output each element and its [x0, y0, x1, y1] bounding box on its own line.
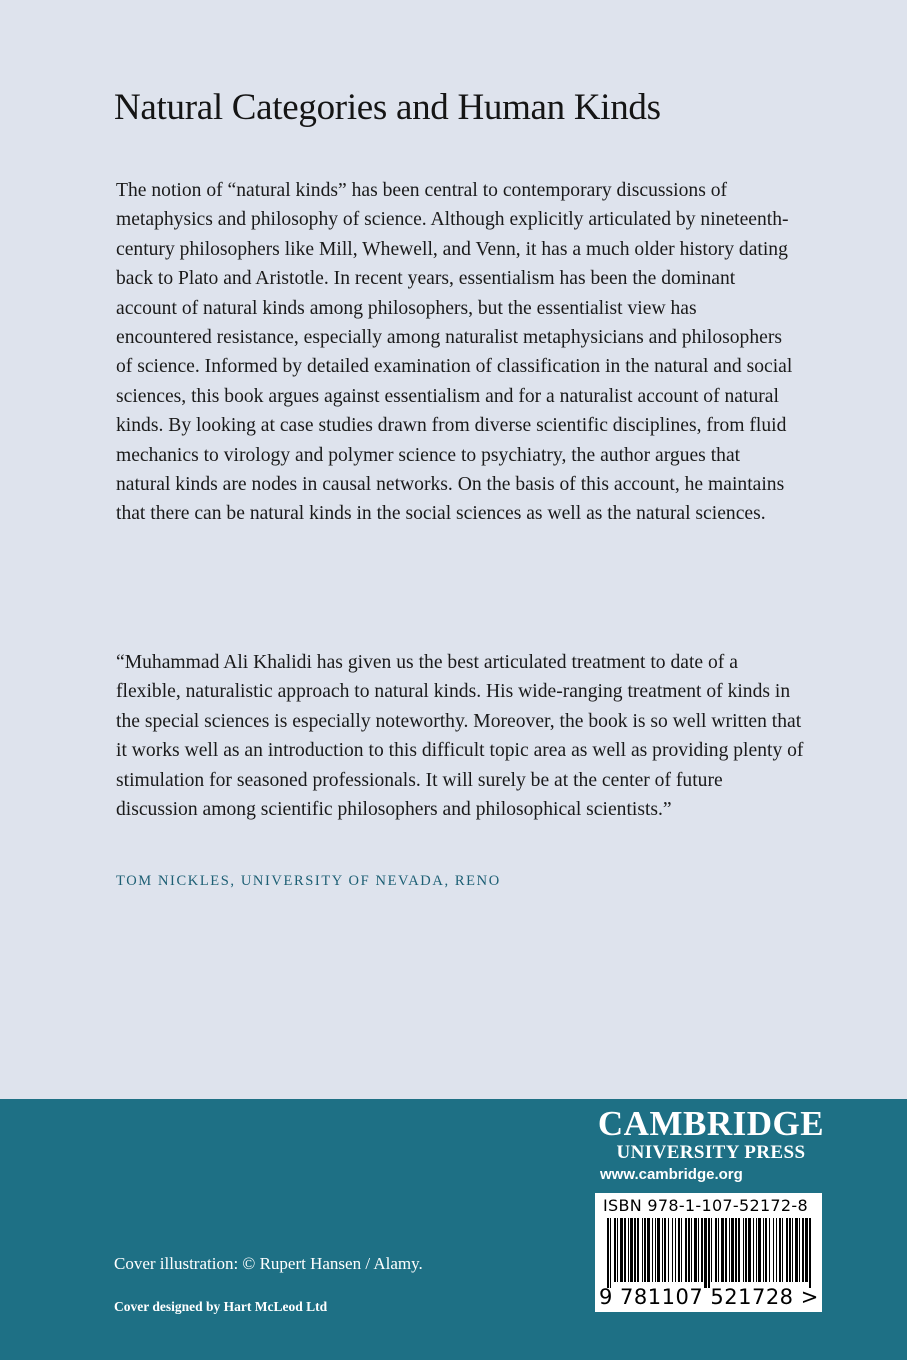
barcode-bar [624, 1218, 626, 1282]
barcode-bar [652, 1218, 653, 1282]
barcode-bar [664, 1218, 666, 1282]
barcode-bar [647, 1218, 650, 1282]
barcode-bar [738, 1218, 740, 1282]
endorsement-attribution: TOM NICKLES, UNIVERSITY OF NEVADA, RENO [116, 873, 501, 889]
barcode-bar [688, 1218, 690, 1282]
barcode-bar [708, 1218, 710, 1288]
barcode-bar [779, 1218, 781, 1282]
barcode-bar [668, 1218, 669, 1282]
barcode-bar [685, 1218, 687, 1282]
barcode-bar [691, 1218, 692, 1282]
barcode-bar [743, 1218, 744, 1282]
barcode-bar [802, 1218, 804, 1282]
barcode-bar [758, 1218, 761, 1282]
publisher-name: CAMBRIDGE [597, 1104, 825, 1143]
barcode-bar [607, 1218, 609, 1288]
barcode-bar [753, 1218, 754, 1282]
barcode-bar [731, 1218, 734, 1282]
barcode-bar [657, 1218, 660, 1282]
illustration-credit: Cover illustration: © Rupert Hansen / Alamy. [114, 1254, 423, 1273]
barcode-bar [617, 1218, 618, 1282]
publisher-press: UNIVERSITY PRESS [616, 1142, 806, 1163]
barcode-bar [704, 1218, 707, 1288]
barcode-bar [769, 1218, 770, 1282]
barcode-bar [610, 1218, 611, 1288]
barcode-bar [614, 1218, 616, 1282]
barcode-bar [795, 1218, 798, 1282]
barcode-bar [718, 1218, 719, 1282]
barcode-bar [745, 1218, 747, 1282]
barcode-bar [765, 1218, 767, 1282]
barcode-bar [721, 1218, 724, 1282]
book-description: The notion of “natural kinds” has been central to contemporary discussions of metaphysics and philosophy of science. Although explicitly articulated by nineteenth-century philosophers like Mill, Whewell, and Venn, it has a much older history dating back to Plato and Aristotle. In recent years, essentialism has been the dominant account of natural kinds among philosophers, but the essentialist view has encountered resistance, especially among naturalist metaphysicians and philosophers of science. Informed by detailed examination of classification in the natural and social sciences, this book argues against essentialism and for a naturalist account of natural kinds. By looking at case studies drawn from diverse scientific disciplines, from fluid mechanics to virology and polymer science to psychiatry, the author argues that natural kinds are nodes in causal networks. On the basis of this account, he maintains that there can be natural kinds in the social sciences as well as the natural sciences. [116, 180, 793, 525]
barcode-bar [637, 1218, 639, 1282]
endorsement-quote: “Muhammad Ali Khalidi has given us the best articulated treatment to date of a flexible, naturalistic approach to natural kinds. His wide-ranging treatment of kinds in the special sciences is especially noteworthy. Moreover, the book is so well written that it works well as an introduction to this difficult topic area as well as providing plenty of stimulation for seasoned professionals. It will surely be at the center of future discussion among scientific philosophers and philosophical scientists.” [116, 652, 804, 821]
publisher-url[interactable]: www.cambridge.org [600, 1166, 743, 1183]
barcode-bar [628, 1218, 629, 1282]
barcode-bar [694, 1218, 697, 1282]
barcode-bar [729, 1218, 730, 1282]
barcode-bar [792, 1218, 793, 1282]
barcode-bar [644, 1218, 646, 1282]
ean-number: 9 781107 521728 > [599, 1285, 819, 1309]
barcode-bar [748, 1218, 751, 1282]
book-title: Natural Categories and Human Kinds [114, 87, 661, 128]
barcode-bar [662, 1218, 663, 1282]
barcode-bar [701, 1218, 703, 1282]
barcode-bar [698, 1218, 699, 1282]
barcode-bar [642, 1218, 643, 1282]
barcode-bar [799, 1218, 800, 1282]
barcode-bar [620, 1218, 623, 1282]
barcode-bar [672, 1218, 673, 1282]
barcode-bar [789, 1218, 791, 1282]
barcode-bar [763, 1218, 764, 1282]
barcode-icon [599, 1218, 818, 1288]
barcode-bar [711, 1218, 712, 1282]
barcode-bar [809, 1218, 811, 1288]
barcode-bar [725, 1218, 727, 1282]
barcode-bar [678, 1218, 680, 1282]
barcode-bar [715, 1218, 717, 1282]
barcode-bar [786, 1218, 788, 1282]
barcode-bar [681, 1218, 682, 1282]
publisher-logo [596, 1106, 826, 1186]
barcode-bar [782, 1218, 783, 1282]
barcode-box [595, 1193, 822, 1312]
barcode-bar [735, 1218, 737, 1282]
isbn-label: ISBN 978-1-107-52172-8 [603, 1196, 808, 1215]
barcode-bar [756, 1218, 757, 1282]
barcode-bar [630, 1218, 633, 1282]
barcode-bar [776, 1218, 777, 1282]
design-credit: Cover designed by Hart McLeod Ltd [114, 1299, 328, 1314]
barcode-bar [805, 1218, 808, 1282]
barcode-bar [634, 1218, 636, 1282]
barcode-bar [773, 1218, 774, 1282]
barcode-bar [655, 1218, 656, 1282]
barcode-bar [675, 1218, 676, 1282]
